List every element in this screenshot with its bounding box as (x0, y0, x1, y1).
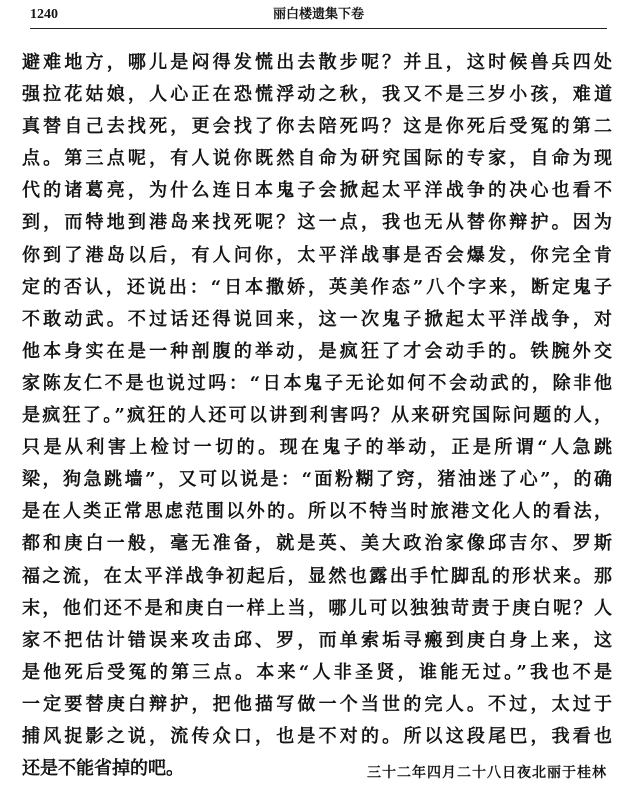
text-line: 捕风捉影之说，流传众口，也是不对的。所以这段尾巴，我看也 (22, 725, 612, 747)
body-text (22, 47, 612, 785)
text-line: 你到了港岛以后，有人问你，太平洋战事是否会爆发，你完全肯 (22, 244, 612, 266)
date-signature: 三十二年四月二十八日夜北丽于桂林 (367, 765, 607, 781)
text-line: 是疯狂了。”疯狂的人还可以讲到利害吗？从来研究国际问题的人， (22, 405, 612, 427)
text-line: 不敢动武。不过话还得说回来，这一次鬼子掀起太平洋战争，对 (22, 308, 612, 330)
text-line: 点。第三点呢，有人说你既然自命为研究国际的专家，自命为现 (22, 148, 612, 170)
text-line: 家陈友仁不是也说过吗：“日本鬼子无论如何不会动武的，除非他 (22, 372, 612, 394)
book-title: 丽白楼遗集下卷 (272, 7, 364, 22)
text-line: 梁，狗急跳墙”，又可以说是：“面粉糊了窍，猪油迷了心”，的确 (22, 469, 612, 491)
page-header (30, 6, 607, 29)
text-line: 代的诸葛亮，为什么连日本鬼子会掀起太平洋战争的决心也看不 (22, 180, 612, 202)
page-number: 1240 (30, 7, 58, 22)
text-line: 强拉花姑娘，人心正在恐慌浮动之秋，我又不是三岁小孩，难道 (22, 84, 612, 106)
text-line: 福之流，在太平洋战争初起后，显然也露出手忙脚乱的形状来。那 (22, 565, 612, 587)
text-line: 家不把估计错误来攻击邱、罗，而单索垢寻瘢到庚白身上来，这 (22, 629, 612, 651)
text-line: 到，而特地到港岛来找死呢？这一点，我也无从替你辩护。因为 (22, 212, 612, 234)
text-line: 定的否认，还说出：“日本撒娇，英美作态”八个字来，断定鬼子 (22, 276, 612, 298)
text-line: 是他死后受冤的第三点。本来“人非圣贤，谁能无过。”我也不是 (22, 661, 612, 683)
text-line: 是在人类正常思虑范围以外的。所以不特当时旅港文化人的看法， (22, 501, 612, 523)
text-line: 末，他们还不是和庚白一样上当，哪儿可以独独苛责于庚白呢？人 (22, 597, 612, 619)
text-line: 还是不能省掉的吧。 (22, 758, 184, 780)
text-line: 只是从利害上检讨一切的。现在鬼子的举动，正是所谓“人急跳 (22, 437, 612, 459)
text-line: 一定要替庚白辩护，把他描写做一个当世的完人。不过，太过于 (22, 693, 612, 715)
text-line: 都和庚白一般，毫无准备，就是英、美大政治家像邱吉尔、罗斯 (22, 533, 612, 555)
text-line: 他本身实在是一种剖腹的举动，是疯狂了才会动手的。铁腕外交 (22, 340, 612, 362)
text-line: 真替自己去找死，更会找了你去陪死吗？这是你死后受冤的第二 (22, 116, 612, 138)
text-line: 避难地方，哪儿是闷得发慌出去散步呢？并且，这时候兽兵四处 (22, 52, 612, 73)
